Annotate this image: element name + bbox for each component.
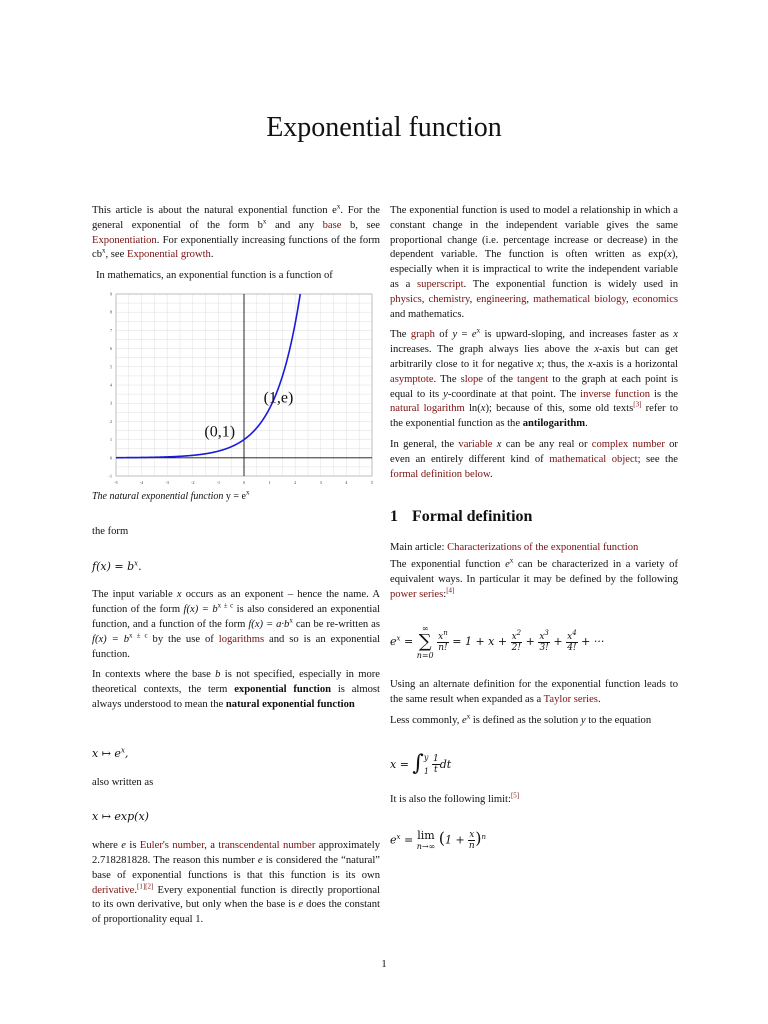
text: Less commonly, bbox=[390, 714, 462, 726]
text: . For exponentially increasing functions of the form cb bbox=[92, 234, 380, 261]
x-tick-label: 2 bbox=[294, 479, 297, 485]
x-tick-label: 5 bbox=[371, 479, 373, 485]
text: It is also the following limit: bbox=[390, 793, 511, 805]
superscript: x bbox=[102, 246, 106, 255]
var: x bbox=[496, 438, 502, 450]
text: is bbox=[126, 840, 140, 852]
text: ), especially when it is impractical to write the independent variable as a bbox=[390, 249, 678, 290]
eq-text: + bbox=[549, 635, 567, 649]
link-tangent[interactable]: tangent bbox=[517, 373, 549, 385]
link-asymptote[interactable]: asymptote bbox=[390, 373, 434, 385]
text: , see bbox=[105, 249, 127, 261]
x-tick-label: 0 bbox=[243, 479, 245, 485]
intro-paragraph: In mathematics, an exponential function is a function of bbox=[96, 270, 333, 282]
numerator: x bbox=[567, 631, 573, 642]
caption-text: y = e bbox=[223, 490, 246, 502]
page-title: Exponential function bbox=[266, 112, 502, 143]
superscript: x bbox=[134, 558, 139, 567]
var: e bbox=[462, 714, 467, 726]
text: The exponential function bbox=[390, 558, 506, 570]
text: approximately 2.718281828. The reason this number bbox=[92, 840, 380, 866]
left-column bbox=[92, 204, 380, 934]
text: . bbox=[210, 249, 214, 261]
numerator: x bbox=[511, 631, 517, 642]
lim-subscript: n→∞ bbox=[416, 841, 436, 851]
link-complex-number[interactable]: complex number bbox=[591, 438, 665, 450]
sum-symbol: ∑ bbox=[418, 631, 432, 653]
superscript: x ± c bbox=[217, 601, 234, 610]
superscript: n bbox=[443, 628, 448, 637]
link-derivative[interactable]: derivative bbox=[92, 884, 135, 896]
text: , bbox=[469, 293, 477, 305]
link-physics[interactable]: physics bbox=[390, 293, 422, 305]
text: is not specified, especially in more theoretical contexts, the term bbox=[92, 669, 380, 696]
section-heading-formal-definition bbox=[390, 510, 678, 525]
text: is upward-sloping, and increases faster as bbox=[480, 329, 674, 341]
citation-3[interactable]: [3] bbox=[633, 400, 642, 409]
section-title: Formal definition bbox=[412, 508, 533, 526]
integral-equation bbox=[390, 751, 678, 779]
integral-limits bbox=[424, 751, 429, 779]
text: ln( bbox=[464, 403, 481, 415]
text: . bbox=[585, 418, 588, 430]
link-eulers-number[interactable]: Euler's number bbox=[139, 840, 205, 852]
link-characterizations[interactable]: Characterizations of the exponential function bbox=[447, 542, 639, 554]
text: to the graph at each point is equal to its bbox=[390, 373, 678, 400]
superscript: n bbox=[481, 832, 487, 841]
eq-text: = 1 + x + bbox=[448, 635, 511, 649]
superscript: x bbox=[245, 488, 250, 497]
superscript: 4 bbox=[572, 628, 577, 637]
eq-text: , bbox=[124, 746, 129, 760]
text: Every exponential function is directly proportional to its own derivative, but only when the base is bbox=[92, 884, 380, 911]
limit-operator bbox=[417, 830, 436, 851]
y-tick-label: -1 bbox=[108, 473, 112, 479]
link-power-series[interactable]: power series bbox=[390, 588, 444, 600]
power-series-equation bbox=[390, 624, 678, 660]
math: f(x) = b bbox=[183, 604, 218, 616]
input-variable-paragraph bbox=[92, 588, 380, 662]
text: Using an alternate definition for the exponential function leads to the same result when expanded as a bbox=[390, 679, 678, 706]
var: x bbox=[673, 329, 678, 341]
model-paragraph bbox=[390, 204, 678, 322]
superscript: 2 bbox=[516, 628, 522, 637]
var: e bbox=[121, 840, 126, 852]
text: . The exponential function is widely used in bbox=[463, 278, 679, 290]
text: . For the general exponential of the form b bbox=[92, 205, 380, 231]
text: , bbox=[421, 293, 429, 305]
superscript: x bbox=[466, 712, 471, 721]
denominator: 4! bbox=[567, 642, 577, 653]
y-tick-label: 5 bbox=[110, 364, 112, 370]
page-number: 1 bbox=[381, 958, 387, 970]
text: ; thus, the bbox=[541, 358, 588, 370]
text: is the bbox=[650, 388, 679, 400]
equation-map-exp-func: x ↦ exp(x) bbox=[92, 810, 149, 824]
var: e bbox=[257, 854, 263, 866]
text: . bbox=[134, 884, 138, 896]
text: or even an entirely different kind of bbox=[390, 438, 678, 465]
y-tick-label: 3 bbox=[110, 400, 112, 406]
text: , a bbox=[204, 840, 219, 852]
text: of bbox=[434, 329, 453, 341]
eq-text: . bbox=[138, 559, 142, 573]
limit-paragraph bbox=[390, 793, 678, 808]
general-paragraph bbox=[390, 438, 678, 482]
equation-form bbox=[92, 560, 380, 575]
x-tick-label: -1 bbox=[216, 479, 221, 485]
text: The input variable bbox=[92, 589, 177, 601]
link-exponential-growth[interactable]: Exponential growth bbox=[126, 249, 211, 261]
fraction bbox=[566, 628, 578, 653]
text: -axis is a horizontal bbox=[592, 358, 678, 370]
text: and mathematics. bbox=[390, 308, 465, 320]
text: does the constant of proportionality equal 1. bbox=[92, 899, 380, 926]
x-tick-label: -5 bbox=[114, 479, 118, 485]
var: y bbox=[580, 714, 586, 726]
main-article-note bbox=[390, 541, 678, 556]
eq-text: = bbox=[400, 635, 417, 649]
link-mathematical-biology[interactable]: mathematical biology bbox=[533, 293, 626, 305]
text: and any bbox=[266, 219, 323, 231]
upper-limit: y bbox=[423, 752, 429, 762]
text: can be any real or bbox=[501, 438, 592, 450]
citation-4[interactable]: [4] bbox=[446, 586, 455, 594]
citation-5[interactable]: [5] bbox=[510, 791, 520, 800]
text: increases. The graph always lies above the bbox=[390, 344, 595, 356]
y-tick-label: 4 bbox=[110, 382, 112, 388]
text: The exponential function is used to model a relationship in which a constant change in the independent variable gives the same proportional change (i.e. percentage increase or decrease) in the dependent variable. The function is often written as exp( bbox=[390, 205, 678, 261]
sum-upper: ∞ bbox=[421, 624, 429, 634]
text: refer to the exponential function as the bbox=[390, 403, 678, 430]
var: x bbox=[587, 358, 593, 370]
link-logarithms[interactable]: logarithms bbox=[218, 633, 265, 645]
text: b, see bbox=[341, 219, 380, 231]
paren-open: ( bbox=[438, 828, 445, 848]
eq-text: = bbox=[400, 833, 417, 847]
y-tick-label: 2 bbox=[110, 418, 112, 424]
text: , bbox=[625, 293, 633, 305]
graph-paragraph bbox=[390, 328, 678, 432]
text: . bbox=[597, 694, 601, 706]
euler-paragraph bbox=[92, 839, 380, 928]
text: This article is about the natural exponential function e bbox=[92, 205, 337, 216]
var: e bbox=[298, 899, 304, 911]
var: b bbox=[215, 669, 221, 681]
superscript: x bbox=[289, 616, 293, 625]
link-graph[interactable]: graph bbox=[410, 329, 435, 341]
integral-sign: ∫ bbox=[412, 751, 424, 777]
superscript: x bbox=[476, 326, 481, 335]
text: and so is an exponential function. bbox=[92, 633, 380, 660]
fraction bbox=[432, 754, 440, 775]
eq-text: e bbox=[390, 833, 397, 847]
x-tick-label: 1 bbox=[268, 479, 271, 485]
text: -coordinate at that point. The bbox=[447, 388, 581, 400]
link-economics[interactable]: economics bbox=[632, 293, 679, 305]
exponential-graph bbox=[92, 290, 380, 486]
var: e bbox=[471, 329, 477, 341]
var: x bbox=[667, 249, 672, 261]
link-transcendental-number[interactable]: transcendental number bbox=[218, 840, 316, 852]
lower-limit: 1 bbox=[423, 766, 429, 776]
eq-text: + bbox=[522, 635, 539, 649]
link-slope[interactable]: slope bbox=[460, 373, 484, 385]
superscript: x bbox=[396, 832, 401, 841]
text: . bbox=[489, 468, 493, 480]
text: is almost always understood to mean the bbox=[92, 684, 380, 710]
link-base[interactable]: base bbox=[322, 219, 342, 231]
text: occurs as an exponent – hence the name. A function of the form bbox=[92, 589, 380, 616]
link-natural-logarithm[interactable]: natural logarithm bbox=[390, 403, 465, 415]
eq-text: x = bbox=[390, 757, 413, 771]
caption-italic: The natural exponential function bbox=[92, 490, 224, 502]
fraction bbox=[437, 628, 449, 653]
link-taylor-series[interactable]: Taylor series bbox=[543, 694, 598, 706]
lim-word: lim bbox=[417, 828, 435, 842]
y-tick-label: 0 bbox=[110, 455, 112, 461]
var: x bbox=[594, 344, 600, 356]
text: is considered the “natural” base of exponential functions is that this function is its own bbox=[92, 854, 380, 881]
x-tick-label: -4 bbox=[139, 479, 144, 485]
text: ; see the bbox=[637, 453, 679, 465]
link-variable[interactable]: variable bbox=[458, 438, 493, 450]
eq-text: f(x) = b bbox=[92, 559, 135, 573]
var: y bbox=[443, 388, 448, 400]
superscript: 3 bbox=[544, 628, 549, 637]
right-column bbox=[390, 204, 678, 865]
link-inverse-function[interactable]: inverse function bbox=[580, 388, 651, 400]
math: f(x) = a·b bbox=[248, 618, 290, 630]
citation-1-2[interactable]: [1][2] bbox=[137, 882, 154, 890]
sum-lower: n=0 bbox=[416, 651, 434, 661]
link-engineering[interactable]: engineering bbox=[476, 293, 527, 305]
text: is defined as the solution bbox=[470, 714, 581, 726]
var: e bbox=[505, 558, 510, 570]
less-commonly-paragraph bbox=[390, 714, 678, 729]
link-exponentiation[interactable]: Exponentiation bbox=[92, 234, 157, 246]
numerator: x bbox=[438, 631, 444, 642]
text: . The bbox=[433, 373, 461, 385]
superscript: x bbox=[396, 634, 401, 643]
figure-caption bbox=[92, 490, 380, 505]
bold-term: antilogarithm bbox=[522, 418, 586, 430]
superscript: x bbox=[336, 202, 341, 211]
eq-text: dt bbox=[439, 757, 452, 771]
x-tick-label: 3 bbox=[319, 479, 322, 485]
superscript: x bbox=[262, 217, 267, 226]
section-number: 1 bbox=[390, 508, 398, 526]
denominator: n bbox=[468, 840, 475, 851]
text: -axis but can get arbitrarily close to it for negative bbox=[390, 344, 679, 370]
text: where bbox=[92, 840, 122, 852]
limit-equation bbox=[390, 830, 678, 851]
denominator: 2! bbox=[511, 642, 522, 653]
equation-map-exp bbox=[92, 747, 380, 762]
main-article-label: Main article: bbox=[390, 542, 448, 554]
the-form-text: the form bbox=[92, 525, 129, 537]
var: y bbox=[452, 329, 458, 341]
y-tick-label: 7 bbox=[110, 327, 112, 333]
eq-text: 1 + bbox=[444, 833, 469, 847]
also-written-text: also written as bbox=[92, 776, 154, 788]
denominator: n! bbox=[438, 642, 448, 653]
eq-text: x ↦ e bbox=[92, 746, 121, 760]
text: , bbox=[526, 293, 534, 305]
bold-term: natural exponential function bbox=[225, 698, 355, 710]
text: In general, the bbox=[390, 438, 459, 450]
denominator: t bbox=[434, 765, 438, 776]
link-superscript[interactable]: superscript bbox=[417, 278, 464, 290]
x-tick-label: -3 bbox=[165, 479, 169, 485]
paren-close: ) bbox=[475, 828, 482, 848]
point-label-0-1: (0,1) bbox=[204, 423, 236, 441]
link-mathematical-object[interactable]: mathematical object bbox=[549, 453, 638, 465]
link-formal-definition-below[interactable]: formal definition below bbox=[390, 468, 490, 480]
superscript: x bbox=[120, 746, 125, 755]
text: can be characterized in a variety of equivalent ways. In particular it may be defined by the following bbox=[390, 558, 678, 585]
var: x bbox=[480, 403, 486, 415]
x-tick-label: 4 bbox=[345, 479, 348, 485]
summation bbox=[417, 624, 434, 660]
math: f(x) = b bbox=[92, 633, 130, 645]
eq-text: + ··· bbox=[577, 635, 605, 649]
text: In contexts where the base bbox=[92, 669, 216, 681]
text: : bbox=[443, 588, 447, 600]
fraction bbox=[511, 628, 523, 653]
var: x bbox=[536, 358, 542, 370]
text: of the bbox=[483, 373, 518, 385]
characterization-paragraph bbox=[390, 558, 678, 602]
numerator: 1 bbox=[432, 754, 439, 765]
y-tick-label: 9 bbox=[110, 291, 112, 297]
superscript: x ± c bbox=[129, 631, 148, 640]
y-tick-label: 1 bbox=[110, 437, 112, 443]
superscript: x bbox=[509, 556, 514, 565]
text: can be re-written as bbox=[292, 618, 380, 630]
text: to the equation bbox=[585, 714, 652, 726]
fraction bbox=[538, 628, 550, 653]
taylor-paragraph bbox=[390, 678, 678, 708]
graph-svg bbox=[92, 290, 380, 486]
denominator: 3! bbox=[539, 642, 549, 653]
var: x bbox=[176, 589, 182, 601]
y-tick-label: 8 bbox=[110, 309, 112, 315]
text: is also considered an exponential function, and a function of the form bbox=[92, 604, 380, 630]
y-tick-label: 6 bbox=[110, 346, 112, 352]
link-chemistry[interactable]: chemistry bbox=[428, 293, 470, 305]
context-paragraph bbox=[92, 668, 380, 712]
point-label-1-e: (1,e) bbox=[263, 389, 294, 407]
text: = bbox=[457, 329, 472, 341]
numerator: x bbox=[469, 829, 475, 840]
eq-text: e bbox=[390, 635, 397, 649]
text: ); because of this, some old texts bbox=[485, 403, 634, 415]
x-tick-label: -2 bbox=[191, 479, 195, 485]
text: by the use of bbox=[147, 633, 219, 645]
numerator: x bbox=[539, 631, 545, 642]
text: The bbox=[390, 329, 411, 341]
bold-term: exponential function bbox=[234, 684, 332, 696]
hatnote bbox=[92, 204, 380, 263]
